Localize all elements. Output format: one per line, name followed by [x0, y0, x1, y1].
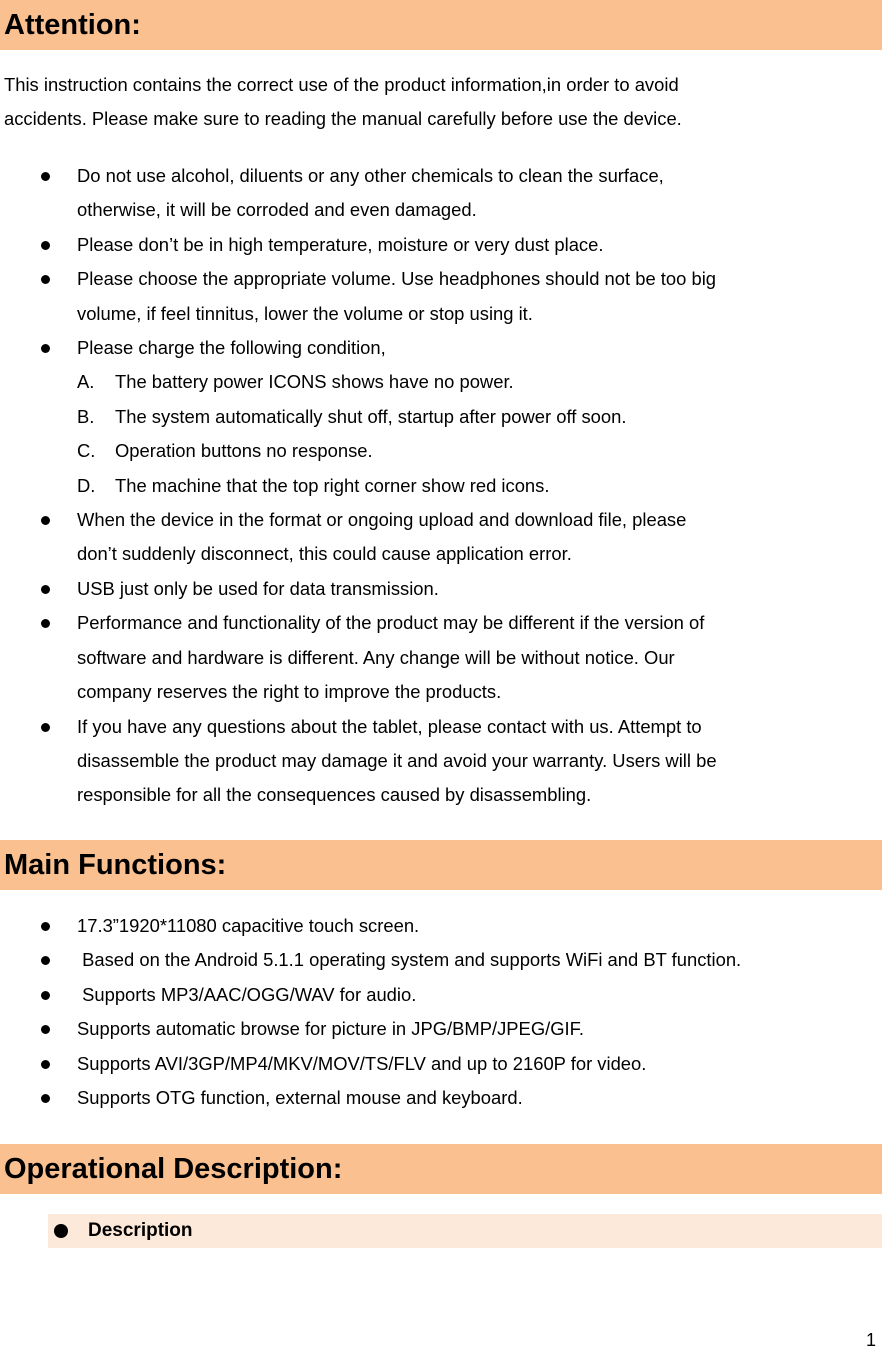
- charge-condition-item: [0, 469, 882, 503]
- condition-letter: B.: [77, 405, 95, 427]
- bullet-dot-icon: [41, 275, 50, 284]
- list-item: [0, 331, 882, 365]
- bullet-dot-icon: [41, 1025, 50, 1034]
- charge-condition-item: [0, 365, 882, 399]
- list-item: [0, 503, 882, 572]
- bullet-dot-icon: [41, 619, 50, 628]
- condition-text: The machine that the top right corner show red icons.: [115, 474, 550, 496]
- bullet-dot-icon: [41, 1060, 50, 1069]
- list-item-text: Supports automatic browse for picture in JPG/BMP/JPEG/GIF.: [77, 1018, 584, 1040]
- page-number: 1: [865, 1330, 876, 1350]
- bullet-dot-icon: [41, 956, 50, 965]
- condition-letter: C.: [77, 440, 96, 462]
- list-item: [0, 978, 882, 1012]
- list-item: [0, 1081, 882, 1115]
- condition-text: The battery power ICONS shows have no power.: [115, 371, 514, 393]
- list-item-line: When the device in the format or ongoing upload and download file, please: [77, 509, 687, 531]
- attention-intro: [4, 68, 878, 137]
- attention-heading: Attention:: [0, 0, 882, 50]
- list-item-line: Do not use alcohol, diluents or any other chemicals to clean the surface,: [77, 165, 664, 186]
- bullet-dot-icon: [54, 1224, 68, 1238]
- bullet-dot-icon: [41, 723, 50, 732]
- list-item: [0, 710, 882, 813]
- list-item: [0, 262, 882, 331]
- list-item-line: disassemble the product may damage it and avoid your warranty. Users will be: [77, 749, 717, 771]
- condition-letter: D.: [77, 474, 96, 496]
- list-item: [0, 1047, 882, 1081]
- description-label: Description: [88, 1220, 193, 1241]
- list-item-text: Supports MP3/AAC/OGG/WAV for audio.: [77, 983, 417, 1005]
- list-item-line: responsible for all the consequences caused by disassembling.: [77, 784, 592, 806]
- bullet-dot-icon: [41, 241, 50, 250]
- list-item: [0, 228, 882, 262]
- list-item-line: Please choose the appropriate volume. Use headphones should not be too big: [77, 268, 717, 290]
- intro-line: accidents. Please make sure to reading the manual carefully before use the device.: [4, 108, 682, 130]
- list-item-line: volume, if feel tinnitus, lower the volume or stop using it.: [77, 302, 533, 324]
- list-item-text: Based on the Android 5.1.1 operating system and supports WiFi and BT function.: [77, 949, 742, 971]
- list-item-line: USB just only be used for data transmission.: [77, 577, 439, 599]
- list-item-line: don’t suddenly disconnect, this could cause application error.: [77, 543, 572, 565]
- list-item: [0, 943, 882, 977]
- bullet-dot-icon: [41, 172, 50, 181]
- main-functions-list: [0, 909, 882, 1115]
- charge-condition-item: [0, 400, 882, 434]
- description-bar: [48, 1214, 882, 1248]
- list-item: [0, 159, 882, 228]
- list-item: [0, 909, 882, 943]
- condition-text: Operation buttons no response.: [115, 440, 373, 462]
- list-item-line: company reserves the right to improve the products.: [77, 681, 502, 703]
- main-functions-heading: Main Functions:: [0, 840, 882, 890]
- list-item: [0, 572, 882, 606]
- list-item-line: Please charge the following condition,: [77, 337, 386, 359]
- condition-text: The system automatically shut off, startup after power off soon.: [115, 405, 627, 427]
- list-item-line: otherwise, it will be corroded and even damaged.: [77, 199, 477, 221]
- list-item-line: If you have any questions about the tablet, please contact with us. Attempt to: [77, 715, 702, 737]
- attention-list: [0, 159, 882, 813]
- list-item-text: Supports OTG function, external mouse and keyboard.: [77, 1087, 523, 1109]
- list-item: [0, 1012, 882, 1046]
- operational-heading: Operational Description:: [0, 1144, 882, 1194]
- intro-line: This instruction contains the correct use of the product information,in order to avoid: [4, 74, 679, 95]
- bullet-dot-icon: [41, 344, 50, 353]
- bullet-dot-icon: [41, 585, 50, 594]
- condition-letter: A.: [77, 371, 95, 393]
- bullet-dot-icon: [41, 991, 50, 1000]
- list-item-text: Supports AVI/3GP/MP4/MKV/MOV/TS/FLV and up to 2160P for video.: [77, 1052, 647, 1074]
- list-item-text: 17.3”1920*11080 capacitive touch screen.: [77, 915, 420, 936]
- charge-condition-item: [0, 434, 882, 468]
- list-item: [0, 606, 882, 709]
- list-item-line: Please don’t be in high temperature, moisture or very dust place.: [77, 233, 604, 255]
- list-item-line: software and hardware is different. Any change will be without notice. Our: [77, 646, 675, 668]
- list-item-line: Performance and functionality of the product may be different if the version of: [77, 612, 705, 634]
- bullet-dot-icon: [41, 516, 50, 525]
- bullet-dot-icon: [41, 922, 50, 931]
- bullet-dot-icon: [41, 1094, 50, 1103]
